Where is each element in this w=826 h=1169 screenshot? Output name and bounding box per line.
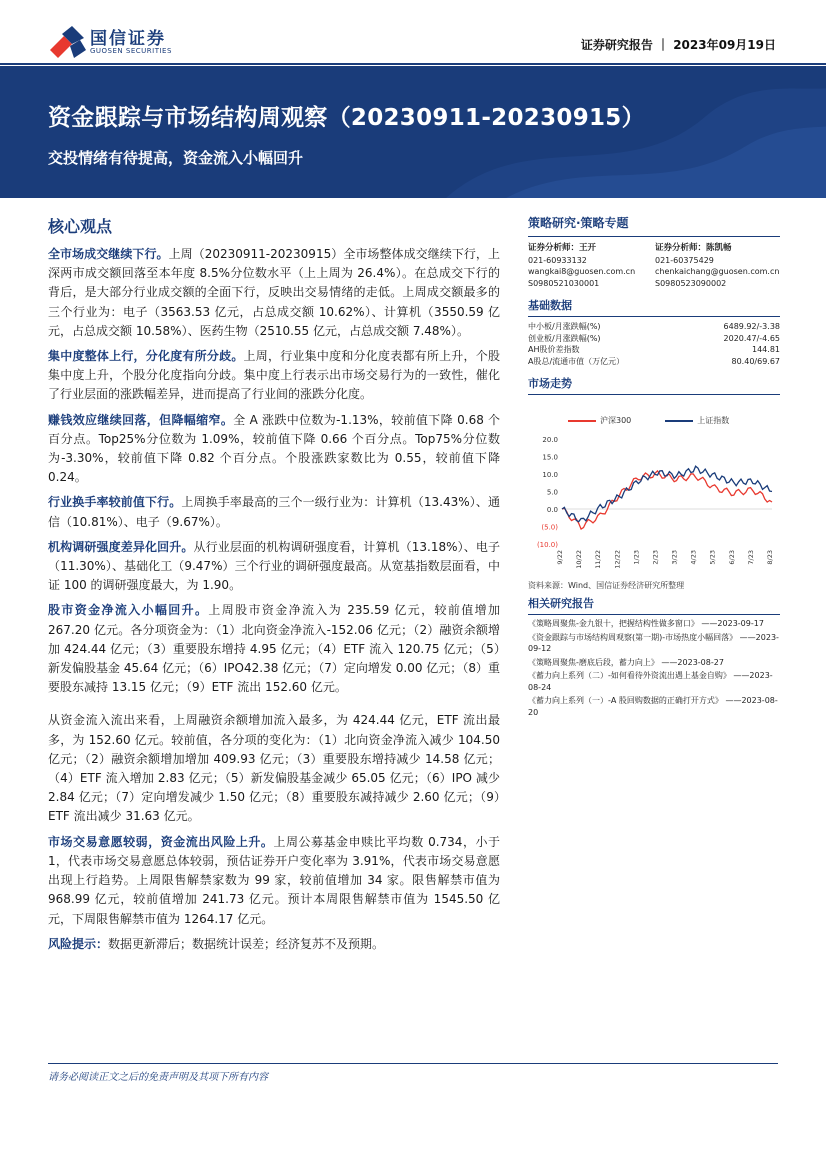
paragraph-heading: 市场交易意愿较弱，资金流出风险上升。	[48, 834, 274, 849]
footer-divider	[48, 1063, 778, 1064]
stat-value: 144.81	[752, 345, 780, 354]
x-tick-label: 7/23	[746, 550, 755, 565]
x-tick-label: 11/22	[594, 550, 603, 569]
market-trend-title: 市场走势	[528, 375, 780, 395]
related-report-item[interactable]: 《策略周聚焦-磨底后段，蓄力向上》 ——2023-08-27	[528, 657, 724, 667]
header-divider	[0, 63, 826, 65]
analyst-list	[528, 243, 780, 289]
line-chart	[528, 409, 780, 574]
x-tick-label: 6/23	[727, 550, 736, 565]
report-subtitle: 交投情绪有待提高，资金流入小幅回升	[48, 149, 304, 167]
stat-row	[528, 321, 780, 333]
report-title: 资金跟踪与市场结构周观察（20230911-20230915）	[48, 105, 645, 131]
stat-label: A股总/流通市值（万亿元）	[528, 356, 625, 366]
x-tick-label: 9/22	[556, 550, 564, 565]
related-report-item[interactable]: 《资金跟踪与市场结构周观察(第一期)-市场热度小幅回落》 ——2023-09-12	[528, 632, 779, 653]
analyst-cert: S0980521030001	[528, 278, 600, 288]
x-tick-label: 1/23	[632, 550, 641, 565]
banner-wave-decoration	[446, 66, 826, 198]
paragraph-heading: 赚钱效应继续回落，但降幅缩窄。	[48, 412, 234, 427]
stat-label: 创业板/月涨跌幅(%)	[528, 333, 601, 343]
paragraph-body: 上周公募基金申赎比平均数 0.734，小于 1，代表市场交易意愿总体较弱，预估证券开户变化率为 3.91%，代表市场交易意愿出现上行趋势。上周限售解禁家数为 99 家，较前值增加 34 家。限售解禁市值为 968.99 亿元，较前值增加 241.73 亿元。预计本周限售解禁市值为 1545.50 亿元，下周限售解禁市值为 1264.17 亿元。	[48, 834, 500, 926]
chart-source: 资料来源：Wind、国信证券经济研究所整理	[528, 581, 685, 590]
paragraph-heading: 风险提示：	[48, 936, 109, 951]
legend-label: 沪深300	[600, 416, 632, 425]
title-banner	[0, 66, 826, 198]
paragraph-body: 从资金流入流出来看，上周融资余额增加流入最多，为 424.44 亿元，ETF 流出最多，为 152.60 亿元。较前值，各分项的变化为：（1）北向资金净流入减少 104.50 亿元；（2）融资余额增加增加 409.93 亿元；（3）重要股东增持减少 14.58 亿元；（4）ETF 流入增加 2.83 亿元；（5）新发偏股基金减少 65.05 亿元；（6）IPO 减少 2.84 亿元；（7）定向增发减少 1.50 亿元；（8）重要股东减持减少 2.60 亿元；（9）ETF 流出减少 31.63 亿元。	[48, 713, 500, 824]
legend-label: 上证指数	[697, 416, 730, 425]
x-tick-label: 12/22	[613, 550, 622, 569]
logo-text: 国信证券	[90, 29, 166, 49]
analyst-phone: 021-60375429	[655, 255, 714, 265]
stat-label: 中小板/月涨跌幅(%)	[528, 322, 601, 331]
legend-item	[568, 415, 631, 426]
related-report-item[interactable]: 《蓄力向上系列（二）-如何看待外资流出遇上基金自购》 ——2023-08-24	[528, 671, 773, 692]
risk-warning	[48, 935, 500, 954]
related-reports-list	[528, 618, 780, 718]
paragraph-heading: 全市场成交继续下行。	[48, 247, 169, 261]
legend-swatch-sse	[665, 420, 693, 422]
basic-data-table	[528, 321, 780, 367]
paragraph	[48, 411, 500, 488]
y-tick-label: 20.0	[542, 436, 558, 444]
x-tick-label: 4/23	[689, 550, 698, 565]
paragraph	[48, 245, 500, 341]
analyst-name: 证券分析师：王开	[528, 243, 597, 253]
stat-row	[528, 344, 780, 356]
paragraph	[48, 601, 500, 697]
y-tick-label: (10.0)	[536, 541, 558, 549]
paragraph-body: 全 A 涨跌中位数为-1.13%，较前值下降 0.68 个百分点。Top25%分位数为 1.09%，较前值下降 0.66 个百分点。Top75%分位数为-3.30%，较前值下降 0.82 个百分点。个股涨跌家数比为 0.55，较前值下降 0.24。	[48, 412, 500, 485]
analyst-email[interactable]: chenkaichang@guosen.com.cn	[655, 267, 780, 276]
paragraph-heading: 集中度整体上行，分化度有所分歧。	[48, 349, 244, 364]
logo-mark-icon	[50, 26, 86, 60]
series-line-1	[562, 466, 772, 522]
logo-subtext: GUOSEN SECURITIES	[90, 47, 172, 55]
analyst-phone: 021-60933132	[528, 255, 587, 265]
paragraph	[48, 347, 500, 405]
stat-row	[528, 356, 780, 368]
chart-legend	[568, 415, 729, 426]
legend-swatch-hs300	[568, 420, 596, 422]
sidebar-title: 策略研究·策略专题	[528, 214, 780, 237]
sidebar	[528, 214, 780, 718]
analyst-email[interactable]: wangkai8@guosen.com.cn	[528, 267, 636, 276]
paragraph-body: 上周，行业集中度和分化度表都有所上升，个股集中度上升，个股分化度指向分歧。集中度上行表示出市场交易行为的一致性，催化了行业层面的涨跌幅差异，进而提高了行业间的涨跌分化度。	[48, 349, 500, 402]
paragraph-body: 上周（20230911-20230915）全市场整体成交继续下行，上深两市成交额回落至本年度 8.5%分位数水平（上上周为 26.4%）。在总成交下行的背后，是大部分行业成交额的全面下行，反映出交易情绪的走低。上周成交额最多的三个行业为：电子（3563.53 亿元，占总成交额 10.62%）、计算机（3550.59 亿元，占总成交额 10.58%）、医药生物（2510.55 亿元，占总成交额 7.48%）。	[48, 247, 500, 338]
y-tick-label: 5.0	[546, 488, 558, 497]
stat-value: 2020.47/-4.65	[723, 333, 780, 343]
related-reports-title: 相关研究报告	[528, 595, 780, 615]
x-tick-label: 2/23	[651, 550, 660, 565]
market-trend-chart	[528, 409, 780, 574]
y-tick-label: 0.0	[546, 506, 558, 514]
analyst-name: 证券分析师：陈凯畅	[655, 243, 732, 253]
y-tick-label: (5.0)	[541, 523, 558, 532]
x-tick-label: 3/23	[670, 550, 679, 565]
paragraph-heading: 股市资金净流入小幅回升。	[48, 603, 209, 618]
paragraph	[48, 711, 500, 826]
paragraph-heading: 机构调研强度差异化回升。	[48, 539, 194, 554]
paragraph	[48, 538, 500, 596]
report-type-date: 证券研究报告 ｜ 2023年09月19日	[580, 38, 776, 52]
stat-label: AH股价差指数	[528, 345, 580, 354]
legend-item	[665, 415, 729, 426]
y-tick-label: 10.0	[542, 471, 558, 479]
stat-value: 6489.92/-3.38	[723, 322, 780, 331]
analyst-card	[528, 243, 653, 289]
related-report-item[interactable]: 《蓄力向上系列（一）-A 股回购数据的正确打开方式》 ——2023-08-20	[528, 696, 778, 717]
x-tick-label: 10/22	[575, 550, 584, 569]
paragraph-body: 数据更新滞后；数据统计误差；经济复苏不及预期。	[108, 936, 385, 951]
paragraph	[48, 493, 500, 531]
footer-disclaimer: 请务必阅读正文之后的免责声明及其项下所有内容	[48, 1072, 268, 1083]
company-logo	[50, 22, 250, 62]
paragraph	[48, 833, 500, 929]
y-tick-label: 15.0	[542, 453, 558, 462]
stat-row	[528, 333, 780, 345]
analyst-card	[655, 243, 780, 289]
paragraph-body: 上周股市资金净流入为 235.59 亿元，较前值增加 267.20 亿元。各分项资金为：（1）北向资金净流入-152.06 亿元；（2）融资余额增加 424.44 亿元；（3）重要股东增持 4.95 亿元；（4）ETF 流入 120.75 亿元；（5）新发偏股基金 45.64 亿元；（6）IPO42.38 亿元；（7）定向增发 0.00 亿元；（8）重要股东减持 13.15 亿元；（9）ETF 流出 152.60 亿元。	[48, 603, 500, 695]
paragraph-heading: 行业换手率较前值下行。	[48, 495, 182, 510]
section-title: 核心观点	[48, 217, 113, 236]
paragraph-body: 从行业层面的机构调研强度看，计算机（13.18%）、电子（11.30%）、基础化工（9.47%）三个行业的调研强度最高。从宽基指数层面看，中证 100 的调研强度最大，为 1.90。	[48, 539, 500, 593]
basic-data-title: 基础数据	[528, 297, 780, 317]
x-tick-label: 5/23	[708, 550, 717, 565]
core-views	[48, 214, 500, 960]
related-report-item[interactable]: 《策略周聚焦-金九银十，把握结构性做多窗口》 ——2023-09-17	[528, 619, 764, 628]
x-tick-label: 8/23	[766, 550, 774, 565]
stat-value: 80.40/69.67	[731, 356, 780, 366]
paragraph-body: 上周换手率最高的三个一级行业为：计算机（13.43%）、通信（10.81%）、电子（9.67%）。	[48, 495, 500, 529]
analyst-cert: S0980523090002	[655, 278, 727, 288]
